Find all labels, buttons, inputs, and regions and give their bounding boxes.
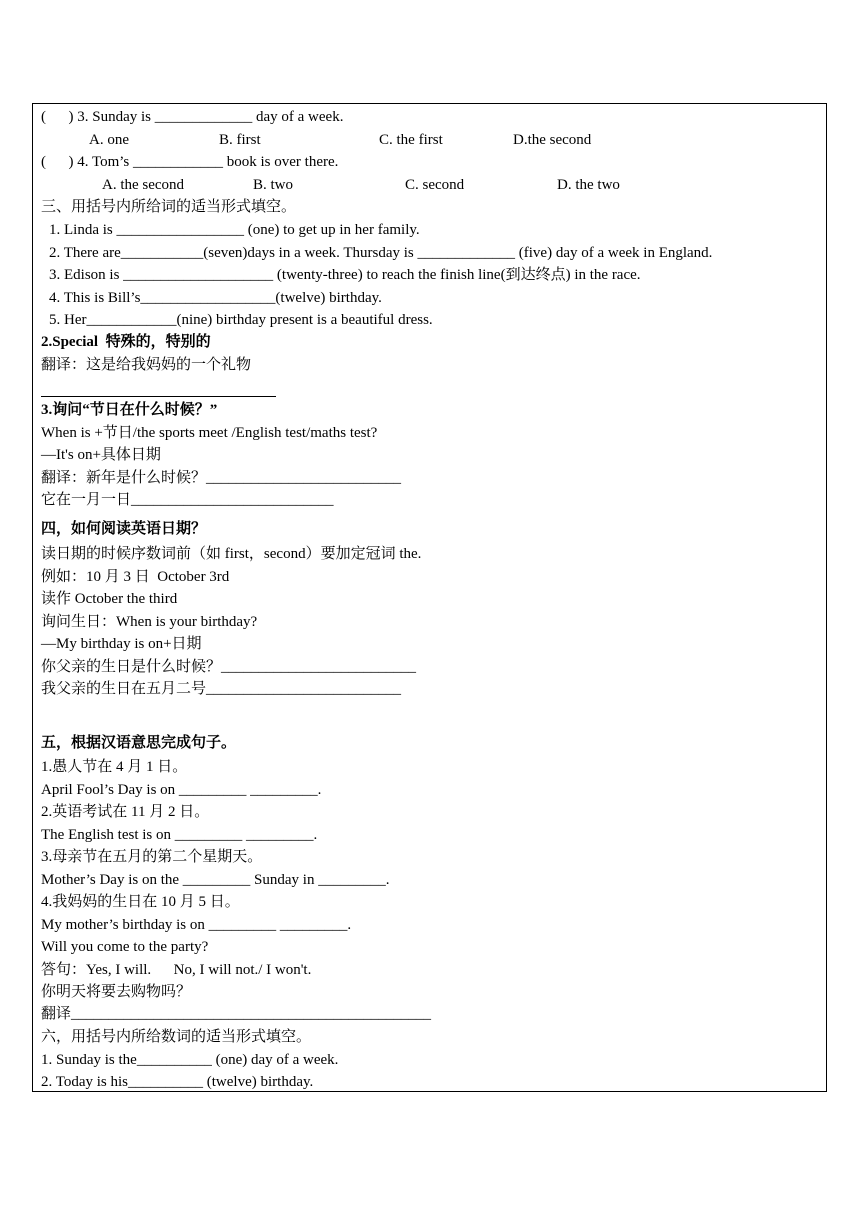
section-6-heading: 六，用括号内所给数词的适当形式填空。 [41, 1029, 312, 1045]
sec5-line-1: 1.愚人节在 4 月 1 日。 [41, 759, 188, 775]
worksheet-table [32, 103, 827, 1092]
sec6-line-2: 2. Today is his__________ (twelve) birthday. [41, 1074, 314, 1090]
sec4-line-6: 你父亲的生日是什么时候？__________________________ [41, 659, 417, 675]
ask-when-heading: 3.询问“节日在什么时候？” [41, 402, 218, 418]
answer-line [41, 396, 276, 397]
sec4-line-7: 我父亲的生日在五月二号__________________________ [41, 681, 402, 697]
special-translate: 翻译：这是给我妈妈的一个礼物 [41, 357, 252, 373]
sec3-item-5: 5. Her____________(nine) birthday present is a beautiful dress. [49, 312, 433, 328]
special-heading: 2.Special 特殊的，特别的 [41, 334, 211, 350]
q4-option-b: B. two [253, 177, 294, 193]
question-4-stem: ( ) 4. Tom’s ____________ book is over there. [41, 154, 339, 170]
sec5-line-6: Mother’s Day is on the _________ Sunday in _________. [41, 872, 390, 888]
question-3-stem: ( ) 3. Sunday is _____________ day of a week. [41, 109, 344, 125]
sec5-line-3: 2.英语考试在 11 月 2 日。 [41, 804, 210, 820]
sec5-line-8: My mother’s birthday is on _________ _________. [41, 917, 352, 933]
q4-option-a: A. the second [102, 177, 185, 193]
sec3-item-3: 3. Edison is ____________________ (twenty-three) to reach the finish line(到达终点) in the race. [49, 267, 641, 283]
sec5-line-2: April Fool’s Day is on _________ _________. [41, 782, 322, 798]
sec5-line-5: 3.母亲节在五月的第二个星期天。 [41, 849, 263, 865]
sec4-line-4: 询问生日：When is your birthday? [41, 614, 258, 630]
sec3-item-2: 2. There are___________(seven)days in a week. Thursday is _____________ (five) day of a week in England. [49, 245, 713, 261]
q3-option-d: D.the second [513, 132, 592, 148]
ask-when-line-1: When is +节日/the sports meet /English test/maths test? [41, 425, 378, 441]
sec5-line-10: 答句：Yes, I will. No, I will not./ I won't. [41, 962, 312, 978]
ask-when-line-2: —It's on+具体日期 [41, 447, 161, 463]
ask-when-line-3: 翻译：新年是什么时候？__________________________ [41, 470, 402, 486]
sec3-item-4: 4. This is Bill’s__________________(twelve) birthday. [49, 290, 382, 306]
q4-option-c: C. second [405, 177, 465, 193]
q3-option-b: B. first [219, 132, 261, 148]
sec4-line-1: 读日期的时候序数词前（如 first，second）要加定冠词 the. [41, 546, 422, 562]
q3-option-c: C. the first [379, 132, 443, 148]
sec6-line-1: 1. Sunday is the__________ (one) day of a week. [41, 1052, 339, 1068]
q3-option-a: A. one [89, 132, 129, 148]
q4-option-d: D. the two [557, 177, 620, 193]
sec5-line-4: The English test is on _________ _________. [41, 827, 318, 843]
sec5-line-11: 你明天将要去购物吗？ [41, 984, 192, 1000]
section-3-heading: 三、用括号内所给词的适当形式填空。 [41, 199, 297, 215]
sec4-line-2: 例如：10 月 3 日 October 3rd [41, 569, 230, 585]
sec5-line-7: 4.我妈妈的生日在 10 月 5 日。 [41, 894, 240, 910]
sec5-line-9: Will you come to the party? [41, 939, 209, 955]
section-4-heading: 四，如何阅读英语日期？ [41, 521, 207, 537]
sec4-line-3: 读作 October the third [41, 591, 178, 607]
ask-when-line-4: 它在一月一日___________________________ [41, 492, 334, 508]
sec5-line-12: 翻译________________________________________________ [41, 1006, 432, 1022]
section-5-heading: 五，根据汉语意思完成句子。 [41, 735, 237, 751]
sec3-item-1: 1. Linda is _________________ (one) to get up in her family. [49, 222, 420, 238]
sec4-line-5: —My birthday is on+日期 [41, 636, 202, 652]
